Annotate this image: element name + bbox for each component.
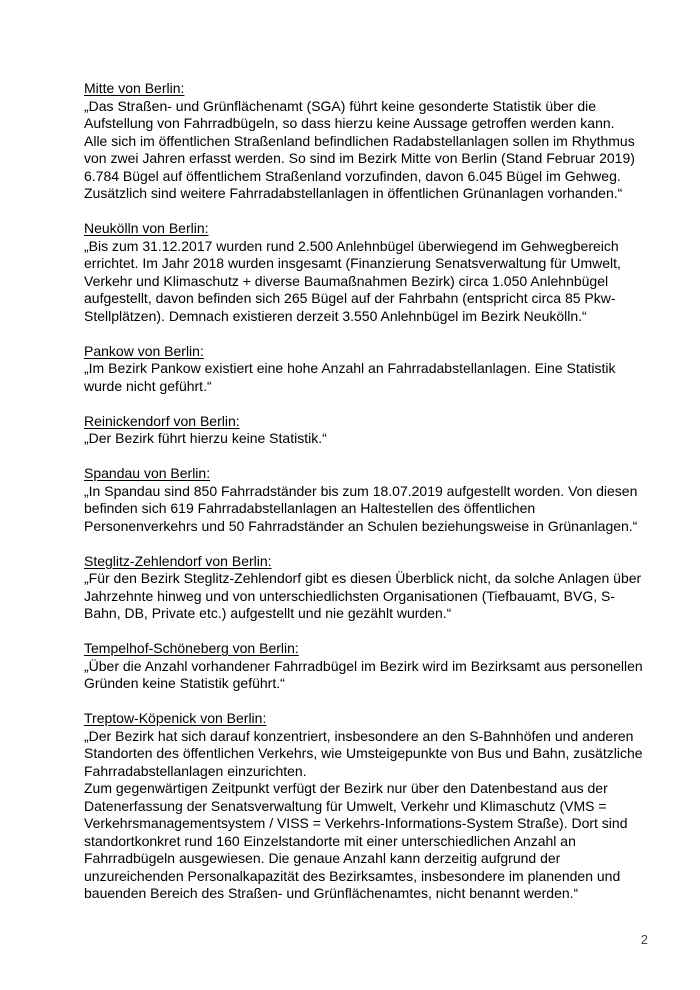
section-tempelhof-schoeneberg <box>84 640 644 693</box>
section-reinickendorf <box>84 413 644 448</box>
section-paragraph: „Der Bezirk hat sich darauf konzentriert, insbesondere an den S-Bahnhöfen und anderen Standorten des öffentlichen Verkehrs, wie Umsteigepunkte von Bus und Bahn, zusätzliche Fahrradabstellanlagen einzurichten. <box>84 727 643 779</box>
page-number: 2 <box>640 932 648 947</box>
section-paragraph: „Das Straßen- und Grünflächenamt (SGA) führt keine gesonderte Statistik über die Aufstellung von Fahrradbügeln, so dass hierzu keine Aussage getroffen werden kann. Alle sich im öffentlichen Straßenland befindlichen Radabstellanlagen sollen im Rhythmus von zwei Jahren erfasst werden. So sind im Bezirk Mitte von Berlin (Stand Februar 2019) 6.784 Bügel auf öffentlichem Straßenland vorzufinden, davon 6.045 Bügel im Gehweg. Zusätzlich sind weitere Fahrradabstellanlagen in öffentlichen Grünanlagen vorhanden.“ <box>84 97 635 201</box>
section-spandau <box>84 465 644 535</box>
section-heading: Treptow-Köpenick von Berlin: <box>84 710 267 726</box>
section-treptow-koepenick <box>84 710 644 903</box>
section-heading: Reinickendorf von Berlin: <box>84 412 240 429</box>
document-page <box>84 80 644 920</box>
section-paragraph: „Bis zum 31.12.2017 wurden rund 2.500 Anlehnbügel überwiegend im Gehwegbereich errichtet. Im Jahr 2018 wurden insgesamt (Finanzierung Senatsverwaltung für Umwelt, Verkehr und Klimaschutz + diverse Baumaßnahmen Bezirk) circa 1.050 Anlehnbügel aufgestellt, davon befinden sich 265 Bügel auf der Fahrbahn (entspricht circa 85 Pkw- Stellplätzen). Demnach existieren derzeit 3.550 Anlehnbügel im Bezirk Neukölln.“ <box>84 237 621 324</box>
section-paragraph: „Für den Bezirk Steglitz-Zehlendorf gibt es diesen Überblick nicht, da solche Anlagen über Jahrzehnte hinweg und von unterschiedlichsten Organisationen (Tiefbauamt, BVG, S- Bahn, DB, Private etc.) aufgestellt und nie gezählt wurden.“ <box>84 570 642 621</box>
section-neukoelln <box>84 220 644 325</box>
section-heading: Pankow von Berlin: <box>84 342 204 359</box>
section-heading: Neukölln von Berlin: <box>84 220 209 236</box>
section-steglitz-zehlendorf <box>84 553 644 623</box>
section-paragraph: Zum gegenwärtigen Zeitpunkt verfügt der Bezirk nur über den Datenbestand aus der Datenerfassung der Senatsverwaltung für Umwelt, Verkehr und Klimaschutz (VMS = Verkehrsmanagementsystem / VISS = Verkehrs-Informations-System Straße). Dort sind standortkonkret rund 160 Einzelstandorte mit einer unterschiedlichen Anzahl an Fahrradbügeln ausgewiesen. Die genaue Anzahl kann derzeitig aufgrund der unzureichenden Personalkapazität des Bezirksamtes, insbesondere im planenden und bauenden Bereich des Straßen- und Grünflächenamtes, nicht benannt werden.“ <box>84 780 628 901</box>
section-heading: Tempelhof-Schöneberg von Berlin: <box>84 640 299 656</box>
section-paragraph: „Der Bezirk führt hierzu keine Statistik.“ <box>84 430 327 446</box>
section-paragraph: „In Spandau sind 850 Fahrradständer bis zum 18.07.2019 aufgestellt worden. Von diesen befinden sich 619 Fahrradabstellanlagen an Haltestellen des öffentlichen Personenverkehrs und 50 Fahrradständer an Schulen beziehungsweise in Grünanlagen.“ <box>84 482 638 534</box>
section-heading: Mitte von Berlin: <box>84 80 185 96</box>
section-paragraph: „Über die Anzahl vorhandener Fahrradbügel im Bezirk wird im Bezirksamt aus personellen Gründen keine Statistik geführt.“ <box>84 657 643 691</box>
section-paragraph: „Im Bezirk Pankow existiert eine hohe Anzahl an Fahrradabstellanlagen. Eine Statistik wurde nicht geführt.“ <box>84 360 616 394</box>
section-heading: Steglitz-Zehlendorf von Berlin: <box>84 552 272 569</box>
section-mitte <box>84 80 644 203</box>
section-pankow <box>84 343 644 396</box>
section-heading: Spandau von Berlin: <box>84 465 211 481</box>
